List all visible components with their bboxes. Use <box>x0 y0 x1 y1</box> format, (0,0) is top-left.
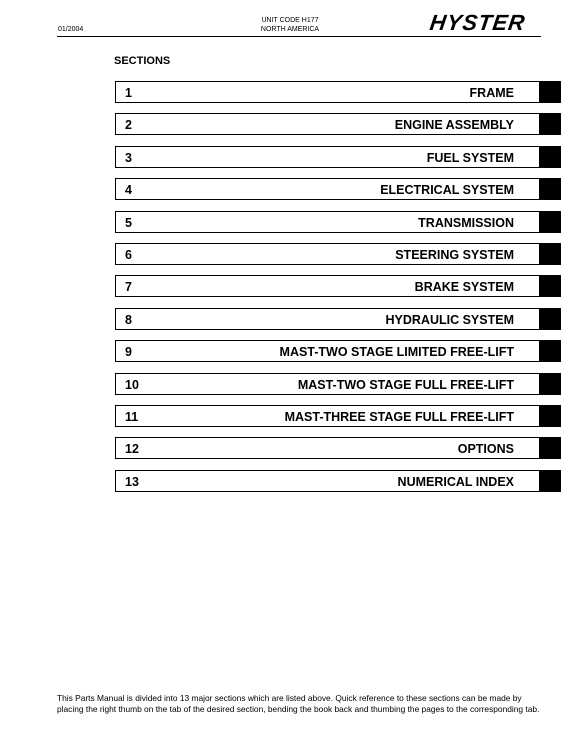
section-number: 11 <box>125 409 139 424</box>
section-thumb-tab[interactable] <box>539 146 561 168</box>
footer-text: This Parts Manual is divided into 13 major sections which are listed above. Quick reference to these sections can be made by placing the right thumb on the tab of the desired section, bending the book back and thumbing the pages to the corresponding tab. <box>57 693 540 714</box>
section-row-1[interactable] <box>115 81 561 103</box>
section-box <box>115 146 540 168</box>
section-row-11[interactable] <box>115 405 561 427</box>
section-number: 8 <box>125 312 132 327</box>
section-row-10[interactable] <box>115 373 561 395</box>
section-box <box>115 113 540 135</box>
section-thumb-tab[interactable] <box>539 373 561 395</box>
section-box <box>115 470 540 492</box>
section-title: FRAME <box>469 86 514 100</box>
section-title: ENGINE ASSEMBLY <box>394 118 514 133</box>
section-thumb-tab[interactable] <box>539 308 561 330</box>
section-row-3[interactable] <box>115 146 561 168</box>
section-number: 10 <box>125 377 139 392</box>
section-thumb-tab[interactable] <box>539 275 561 297</box>
section-box <box>115 373 540 395</box>
section-box <box>115 308 540 330</box>
section-thumb-tab[interactable] <box>539 405 561 427</box>
unit-code: UNIT CODE H177 <box>261 17 319 24</box>
section-thumb-tab[interactable] <box>539 243 561 265</box>
section-number: 7 <box>125 280 132 295</box>
section-box <box>115 211 540 233</box>
section-number: 3 <box>125 150 132 165</box>
section-number: 6 <box>125 247 132 262</box>
section-thumb-tab[interactable] <box>539 340 561 362</box>
section-title: MAST-TWO STAGE FULL FREE-LIFT <box>297 377 514 392</box>
section-box <box>115 275 540 297</box>
section-title: STEERING SYSTEM <box>395 247 514 262</box>
section-title: MAST-TWO STAGE LIMITED FREE-LIFT <box>279 345 514 360</box>
section-row-9[interactable] <box>115 340 561 362</box>
header-unit-info <box>230 16 350 34</box>
section-box <box>115 81 540 103</box>
section-thumb-tab[interactable] <box>539 178 561 200</box>
sections-heading: SECTIONS <box>114 55 171 67</box>
section-row-2[interactable] <box>115 113 561 135</box>
section-title: TRANSMISSION <box>418 215 514 230</box>
sections-list <box>115 81 561 502</box>
section-title: NUMERICAL INDEX <box>397 474 514 489</box>
section-thumb-tab[interactable] <box>539 113 561 135</box>
section-row-13[interactable] <box>115 470 561 492</box>
section-number: 1 <box>125 86 132 100</box>
region: NORTH AMERICA <box>260 26 320 33</box>
section-thumb-tab[interactable] <box>539 81 561 103</box>
hyster-logo: HYSTER <box>428 10 528 35</box>
section-title: ELECTRICAL SYSTEM <box>380 183 514 198</box>
section-row-8[interactable] <box>115 308 561 330</box>
section-box <box>115 243 540 265</box>
section-number: 13 <box>125 474 139 489</box>
section-title: BRAKE SYSTEM <box>414 280 514 295</box>
section-title: FUEL SYSTEM <box>426 150 514 165</box>
section-number: 2 <box>125 118 132 133</box>
section-box <box>115 405 540 427</box>
section-title: OPTIONS <box>457 442 514 457</box>
section-box <box>115 178 540 200</box>
section-thumb-tab[interactable] <box>539 470 561 492</box>
section-thumb-tab[interactable] <box>539 211 561 233</box>
section-title: HYDRAULIC SYSTEM <box>385 312 514 327</box>
section-row-12[interactable] <box>115 437 561 459</box>
section-box <box>115 340 540 362</box>
header-rule <box>57 36 541 37</box>
section-thumb-tab[interactable] <box>539 437 561 459</box>
section-box <box>115 437 540 459</box>
header-date: 01/2004 <box>58 26 84 33</box>
section-number: 5 <box>125 215 132 230</box>
section-number: 4 <box>125 183 132 198</box>
section-title: MAST-THREE STAGE FULL FREE-LIFT <box>284 409 514 424</box>
section-row-4[interactable] <box>115 178 561 200</box>
section-row-6[interactable] <box>115 243 561 265</box>
section-number: 12 <box>125 442 139 457</box>
section-row-7[interactable] <box>115 275 561 297</box>
section-row-5[interactable] <box>115 211 561 233</box>
section-number: 9 <box>125 345 132 360</box>
